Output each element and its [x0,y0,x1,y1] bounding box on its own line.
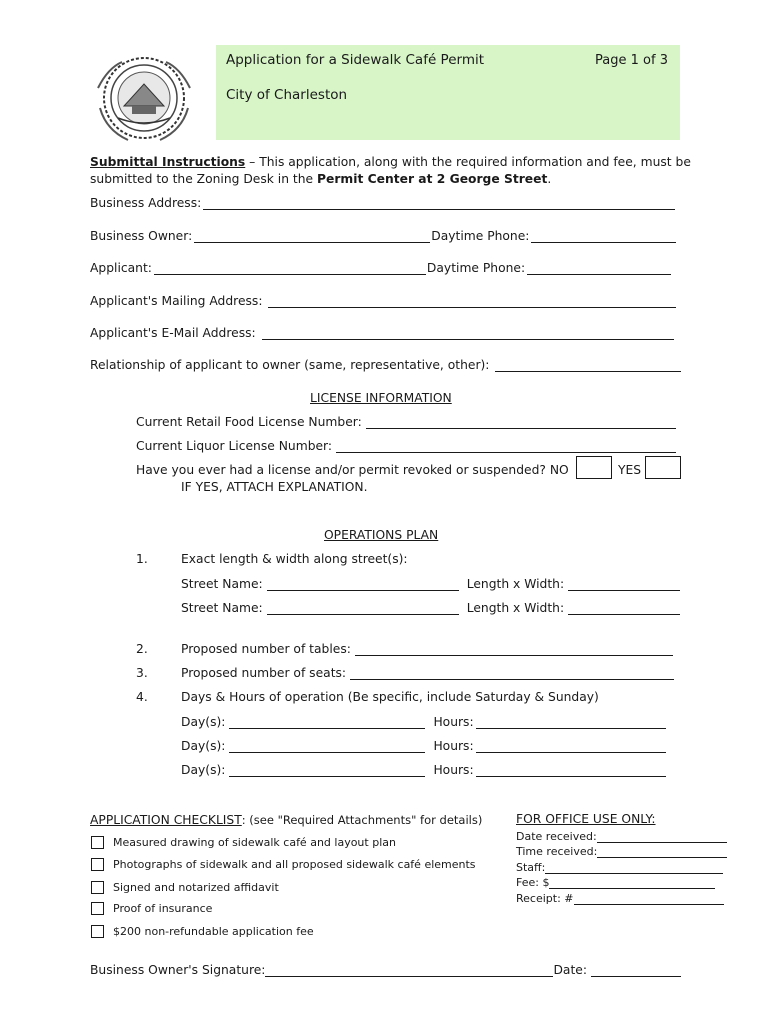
days3-input[interactable] [229,763,425,777]
checklist-checkbox-affidavit[interactable] [91,881,104,894]
checklist-note: : (see "Required Attachments" for details) [241,813,483,827]
street1-input[interactable] [267,577,459,591]
signature-date-label: Date: [553,963,587,977]
days1-input[interactable] [229,715,425,729]
yes-label: YES [618,463,642,477]
business-owner-row [90,229,676,243]
instructions-line2 [90,172,551,186]
checklist-checkbox-fee[interactable] [91,925,104,938]
relationship-row [90,358,681,372]
street2-size-label: Length x Width: [466,601,565,615]
item3-number: 3. [136,666,148,680]
revoked-question: Have you ever had a license and/or permit revoked or suspended? NO [136,463,569,477]
food-license-label: Current Retail Food License Number: [136,415,362,429]
office-date-input[interactable] [597,831,727,843]
office-time-row [516,845,727,858]
applicant-phone-input[interactable] [527,261,671,275]
checklist-item-affidavit: Signed and notarized affidavit [113,881,279,894]
office-staff-row [516,861,723,874]
liquor-license-label: Current Liquor License Number: [136,439,333,453]
hours2-label: Hours: [433,739,474,753]
attach-explanation: IF YES, ATTACH EXPLANATION. [181,480,368,494]
item4-label: Days & Hours of operation (Be specific, include Saturday & Sunday) [181,690,599,704]
seats-row [181,666,674,680]
applicant-label: Applicant: [90,261,152,275]
email-address-label: Applicant's E-Mail Address: [90,326,256,340]
hours3-input[interactable] [476,763,666,777]
hours1-input[interactable] [476,715,666,729]
office-staff-label: Staff: [516,861,546,874]
applicant-row [90,261,671,275]
checklist-checkbox-drawing[interactable] [91,836,104,849]
item2-number: 2. [136,642,148,656]
days2-row [181,739,666,753]
liquor-license-row [136,439,676,453]
street2-label: Street Name: [181,601,263,615]
office-staff-input[interactable] [545,862,723,874]
seats-label: Proposed number of seats: [181,666,347,680]
office-date-label: Date received: [516,830,597,843]
relationship-label: Relationship of applicant to owner (same, representative, other): [90,358,490,372]
tables-input[interactable] [355,642,673,656]
food-license-input[interactable] [366,415,676,429]
operations-heading: OPERATIONS PLAN [324,528,439,542]
instructions-text2: submitted to the Zoning Desk in the [90,172,318,186]
checklist-heading: APPLICATION CHECKLIST [90,813,242,827]
mailing-address-label: Applicant's Mailing Address: [90,294,263,308]
food-license-row [136,415,676,429]
office-fee-label: Fee: $ [516,876,550,889]
office-fee-input[interactable] [549,877,715,889]
item4-number: 4. [136,690,148,704]
mailing-address-row [90,294,676,308]
street1-size-label: Length x Width: [466,577,565,591]
street1-label: Street Name: [181,577,263,591]
city-seal [88,48,200,148]
street2-size-input[interactable] [568,601,680,615]
office-time-input[interactable] [597,846,727,858]
owner-phone-input[interactable] [531,229,676,243]
hours1-label: Hours: [433,715,474,729]
checklist-item-drawing: Measured drawing of sidewalk café and layout plan [113,836,396,849]
checklist-checkbox-photos[interactable] [91,858,104,871]
tables-row [181,642,673,656]
no-checkbox[interactable] [576,456,612,479]
item1-label: Exact length & width along street(s): [181,552,408,566]
office-date-row [516,830,727,843]
days3-row [181,763,666,777]
office-time-label: Time received: [516,845,598,858]
hours2-input[interactable] [476,739,666,753]
email-address-input[interactable] [262,326,674,340]
street2-row [181,601,680,615]
signature-date-input[interactable] [591,963,681,977]
business-owner-label: Business Owner: [90,229,193,243]
business-address-input[interactable] [203,196,675,210]
business-address-row [90,196,675,210]
days2-input[interactable] [229,739,425,753]
office-heading: FOR OFFICE USE ONLY: [516,812,656,826]
office-receipt-label: Receipt: # [516,892,574,905]
signature-label: Business Owner's Signature: [90,963,266,977]
seats-input[interactable] [350,666,674,680]
page-indicator: Page 1 of 3 [595,53,668,68]
relationship-input[interactable] [495,358,681,372]
mailing-address-input[interactable] [268,294,676,308]
owner-phone-label: Daytime Phone: [431,229,530,243]
street1-size-input[interactable] [568,577,680,591]
office-receipt-input[interactable] [574,893,724,905]
checklist-heading-row [90,813,482,827]
office-receipt-row [516,892,724,905]
checklist-checkbox-insurance[interactable] [91,902,104,915]
instructions-end: . [547,172,552,186]
tables-label: Proposed number of tables: [181,642,351,656]
hours3-label: Hours: [433,763,474,777]
instructions-bold: Permit Center at 2 George Street [317,172,548,186]
item1-number: 1. [136,552,148,566]
signature-input[interactable] [265,963,553,977]
days3-label: Day(s): [181,763,226,777]
applicant-phone-label: Daytime Phone: [426,261,526,275]
business-owner-input[interactable] [194,229,430,243]
office-fee-row [516,876,715,889]
street1-row [181,577,680,591]
days2-label: Day(s): [181,739,226,753]
checklist-item-insurance: Proof of insurance [113,902,213,915]
yes-checkbox[interactable] [645,456,681,479]
header-box [216,45,680,140]
business-address-label: Business Address: [90,196,202,210]
days1-row [181,715,666,729]
email-address-row [90,326,674,340]
days1-label: Day(s): [181,715,226,729]
license-heading: LICENSE INFORMATION [310,391,452,405]
form-title: Application for a Sidewalk Café Permit [226,52,485,68]
instructions-line1 [90,155,691,169]
instructions-text1: – This application, along with the required information and fee, must be [245,155,691,169]
liquor-license-input[interactable] [336,439,676,453]
applicant-input[interactable] [154,261,426,275]
instructions-label: Submittal Instructions [90,155,246,169]
checklist-item-fee: $200 non-refundable application fee [113,925,314,938]
street2-input[interactable] [267,601,459,615]
signature-row [90,963,681,977]
checklist-item-photos: Photographs of sidewalk and all proposed sidewalk café elements [113,858,476,871]
city-name: City of Charleston [226,87,348,103]
